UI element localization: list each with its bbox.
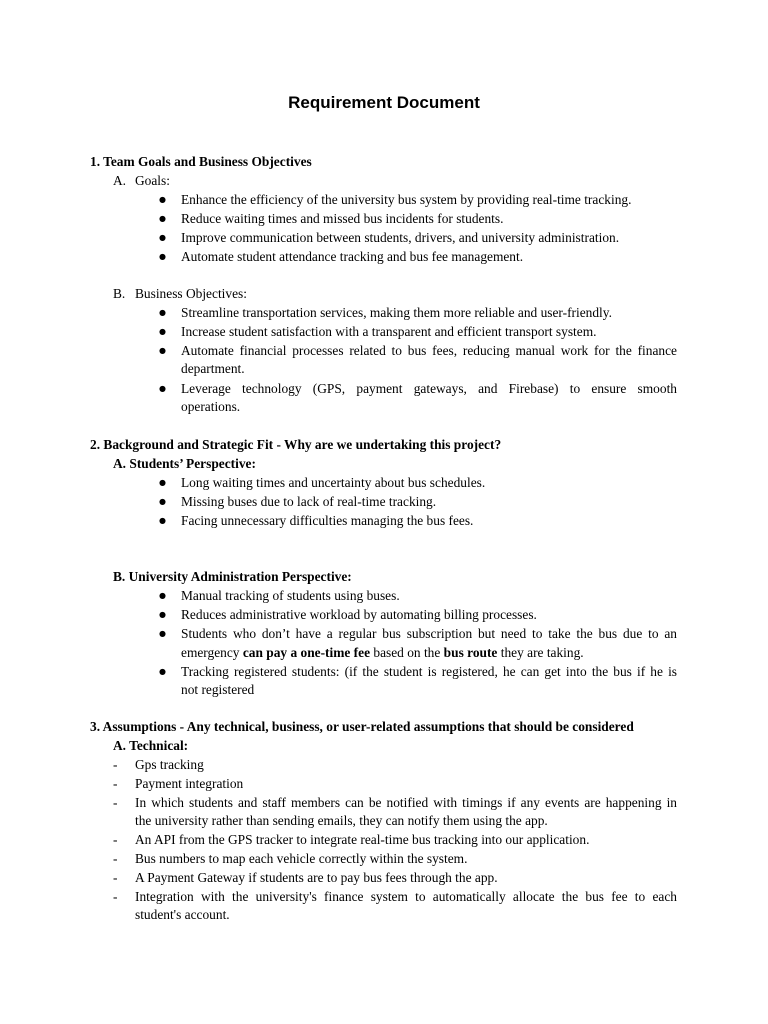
bullet-icon: ● bbox=[159, 516, 166, 525]
bullet-icon: ● bbox=[159, 497, 166, 506]
dash-marker: - bbox=[113, 757, 118, 772]
admin-item: Reduces administrative workload by automating billing processes. bbox=[181, 607, 537, 622]
section-2-heading: 2. Background and Strategic Fit - Why are we undertaking this project? bbox=[90, 437, 502, 452]
bullet-icon: ● bbox=[159, 629, 166, 638]
objectives-letter: B. bbox=[113, 286, 126, 301]
dash-marker: - bbox=[113, 889, 118, 904]
one-time-fee-emphasis: can pay a one-time fee bbox=[242, 645, 371, 660]
goal-item: Enhance the efficiency of the university bus system by providing real-time tracking. bbox=[181, 192, 632, 207]
assumption-item: Payment integration bbox=[135, 776, 244, 791]
bullet-icon: ● bbox=[159, 214, 166, 223]
bullet-icon: ● bbox=[159, 346, 166, 355]
bullet-icon: ● bbox=[159, 478, 166, 487]
bullet-icon: ● bbox=[159, 591, 166, 600]
dash-marker: - bbox=[113, 870, 118, 885]
bullet-icon: ● bbox=[159, 308, 166, 317]
assumption-item: In which students and staff members can be notified with timings if any events are happening in bbox=[135, 795, 677, 810]
student-item: Facing unnecessary difficulties managing the bus fees. bbox=[181, 513, 474, 528]
assumption-item: Integration with the university's finance system to automatically allocate the bus fee to each bbox=[135, 889, 677, 904]
dash-marker: - bbox=[113, 776, 118, 791]
student-item: Missing buses due to lack of real-time tracking. bbox=[181, 494, 437, 509]
objective-item-continued: department. bbox=[181, 361, 245, 376]
bullet-icon: ● bbox=[159, 252, 166, 261]
page-title: Requirement Document bbox=[288, 93, 480, 112]
goals-letter: A. bbox=[113, 173, 127, 188]
objective-item: Increase student satisfaction with a transparent and efficient transport system. bbox=[181, 324, 597, 339]
bullet-icon: ● bbox=[159, 195, 166, 204]
admin-item: Tracking registered students: (if the student is registered, he can get into the bus if he is bbox=[181, 664, 677, 679]
bus-route-emphasis: bus route bbox=[443, 645, 498, 660]
bullet-icon: ● bbox=[159, 384, 166, 393]
assumption-item: Gps tracking bbox=[135, 757, 204, 772]
objectives-label: Business Objectives: bbox=[135, 286, 247, 301]
bullet-icon: ● bbox=[159, 610, 166, 619]
objective-item: Streamline transportation services, making them more reliable and user-friendly. bbox=[181, 305, 612, 320]
goal-item: Reduce waiting times and missed bus incidents for students. bbox=[181, 211, 504, 226]
section-3-heading: 3. Assumptions - Any technical, business, or user-related assumptions that should be considered bbox=[90, 719, 634, 734]
dash-marker: - bbox=[113, 832, 118, 847]
dash-marker: - bbox=[113, 795, 118, 810]
goal-item: Automate student attendance tracking and bus fee management. bbox=[181, 249, 524, 264]
students-perspective-label: A. Students’ Perspective: bbox=[113, 456, 256, 471]
goal-item: Improve communication between students, drivers, and university administration. bbox=[181, 230, 620, 245]
assumption-item-continued: student's account. bbox=[135, 907, 230, 922]
bullet-icon: ● bbox=[159, 327, 166, 336]
admin-item-text: emergency bbox=[181, 645, 243, 660]
bullet-icon: ● bbox=[159, 667, 166, 676]
admin-item-text: they are taking. bbox=[497, 645, 584, 660]
admin-item-continued: not registered bbox=[181, 682, 255, 697]
admin-perspective-label: B. University Administration Perspective: bbox=[113, 569, 352, 584]
dash-marker: - bbox=[113, 851, 118, 866]
objective-item: Automate financial processes related to bus fees, reducing manual work for the finance bbox=[181, 343, 677, 358]
admin-item-text: based on the bbox=[370, 645, 444, 660]
technical-label: A. Technical: bbox=[113, 738, 189, 753]
assumption-item: Bus numbers to map each vehicle correctly within the system. bbox=[135, 851, 468, 866]
section-1-heading: 1. Team Goals and Business Objectives bbox=[90, 154, 312, 169]
objective-item-continued: operations. bbox=[181, 399, 241, 414]
bullet-icon: ● bbox=[159, 233, 166, 242]
assumption-item: An API from the GPS tracker to integrate real-time bus tracking into our application. bbox=[135, 832, 590, 847]
assumption-item: A Payment Gateway if students are to pay bus fees through the app. bbox=[135, 870, 498, 885]
admin-item: Manual tracking of students using buses. bbox=[181, 588, 400, 603]
admin-item: Students who don’t have a regular bus subscription but need to take the bus due to an bbox=[181, 626, 677, 641]
student-item: Long waiting times and uncertainty about bus schedules. bbox=[181, 475, 486, 490]
admin-item-continued bbox=[181, 644, 584, 662]
goals-label: Goals: bbox=[135, 173, 170, 188]
objective-item: Leverage technology (GPS, payment gateways, and Firebase) to ensure smooth bbox=[181, 381, 677, 396]
assumption-item-continued: the university rather than sending emails, they can notify them using the app. bbox=[135, 813, 548, 828]
